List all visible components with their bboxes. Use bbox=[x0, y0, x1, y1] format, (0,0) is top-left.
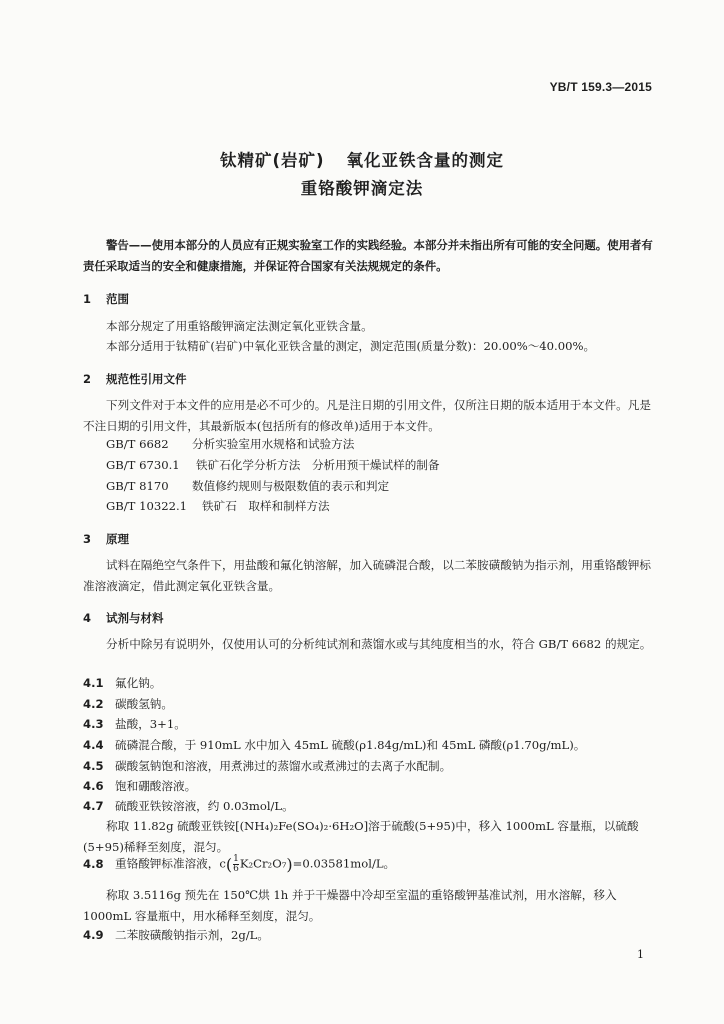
item-number: 4.4 bbox=[83, 738, 104, 752]
item-4-7-detail: 称取 11.82g 硫酸亚铁铵[(NH₄)₂Fe(SO₄)₂·6H₂O]溶于硫酸(5+95)中，移入 1000mL 容量瓶，以硫酸(5+95)稀释至刻度，混匀。 bbox=[83, 819, 639, 854]
reference-title: 数值修约规则与极限数值的表示和判定 bbox=[192, 479, 390, 493]
section-4-heading bbox=[83, 610, 164, 626]
reagent-item bbox=[83, 675, 161, 691]
reagent-item bbox=[83, 758, 451, 774]
fraction bbox=[233, 855, 239, 874]
reagent-item bbox=[83, 696, 173, 712]
section-1-heading bbox=[83, 291, 129, 307]
title-part-a: 钛精矿(岩矿) bbox=[219, 151, 325, 170]
item-text: 硫磷混合酸，于 910mL 水中加入 45mL 硫酸(ρ1.84g/mL)和 45mL 磷酸(ρ1.70g/mL)。 bbox=[115, 738, 586, 752]
reference-item bbox=[106, 498, 330, 514]
section-title: 规范性引用文件 bbox=[106, 372, 187, 386]
close-paren: ) bbox=[286, 855, 293, 874]
section-1-paragraph-1: 本部分规定了用重铬酸钾滴定法测定氧化亚铁含量。 bbox=[106, 319, 373, 333]
item-number: 4.8 bbox=[83, 856, 104, 871]
item-number: 4.5 bbox=[83, 759, 104, 773]
reference-code: GB/T 6730.1 bbox=[106, 458, 180, 472]
reagent-item bbox=[83, 716, 186, 732]
reagent-item-4-8 bbox=[83, 855, 395, 874]
item-number: 4.2 bbox=[83, 697, 104, 711]
section-number: 3 bbox=[83, 532, 92, 546]
section-3-paragraph-1: 试料在隔绝空气条件下，用盐酸和氟化钠溶解，加入硫磷混合酸，以二苯胺磺酸钠为指示剂，用重铬酸钾标准溶液滴定，借此测定氧化亚铁含量。 bbox=[83, 558, 651, 593]
section-2-paragraph-1: 下列文件对于本文件的应用是必不可少的。凡是注日期的引用文件，仅所注日期的版本适用于本文件。凡是不注日期的引用文件，其最新版本(包括所有的修改单)适用于本文件。 bbox=[83, 398, 651, 433]
item-number: 4.9 bbox=[83, 928, 104, 942]
item-number: 4.3 bbox=[83, 717, 104, 731]
document-title-line1 bbox=[0, 147, 724, 171]
reference-title: 铁矿石 取样和制样方法 bbox=[202, 499, 330, 513]
item-text-prefix: 重铬酸钾标准溶液，c bbox=[115, 856, 226, 871]
section-2-heading bbox=[83, 371, 187, 387]
item-text: 碳酸氢钠。 bbox=[115, 697, 173, 711]
reference-title: 铁矿石化学分析方法 分析用预干燥试样的制备 bbox=[196, 458, 440, 472]
reference-code: GB/T 6682 bbox=[106, 437, 169, 451]
section-title: 原理 bbox=[106, 532, 129, 546]
section-number: 4 bbox=[83, 611, 92, 625]
section-number: 1 bbox=[83, 292, 92, 306]
reagent-item bbox=[83, 778, 196, 794]
title-part-b: 氧化亚铁含量的测定 bbox=[346, 151, 505, 170]
section-title: 范围 bbox=[106, 292, 129, 306]
section-number: 2 bbox=[83, 372, 92, 386]
reference-code: GB/T 10322.1 bbox=[106, 499, 188, 513]
item-4-8-detail: 称取 3.5116g 预先在 150℃烘 1h 并于干燥器中冷却至室温的重铬酸钾基准试剂，用水溶解，移入 1000mL 容量瓶中，用水稀释至刻度，混匀。 bbox=[83, 888, 617, 923]
reagent-item bbox=[83, 927, 269, 943]
item-text: 二苯胺磺酸钠指示剂，2g/L。 bbox=[115, 928, 269, 942]
item-text: 硫酸亚铁铵溶液，约 0.03mol/L。 bbox=[115, 799, 294, 813]
page-number: 1 bbox=[637, 948, 644, 961]
chemical-formula: K₂Cr₂O₇ bbox=[239, 856, 287, 871]
item-text: 饱和硼酸溶液。 bbox=[115, 779, 197, 793]
section-4-paragraph-1: 分析中除另有说明外，仅使用认可的分析纯试剂和蒸馏水或与其纯度相当的水，符合 GB/T 6682 的规定。 bbox=[106, 637, 652, 651]
reagent-item bbox=[83, 737, 585, 753]
item-text: 碳酸氢钠饱和溶液，用煮沸过的蒸馏水或煮沸过的去离子水配制。 bbox=[115, 759, 452, 773]
section-3-heading bbox=[83, 531, 129, 547]
open-paren: ( bbox=[225, 855, 233, 874]
document-title-line2: 重铬酸钾滴定法 bbox=[300, 179, 424, 198]
section-1-paragraph-2: 本部分适用于钛精矿(岩矿)中氧化亚铁含量的测定，测定范围(质量分数)：20.00%～40.00%。 bbox=[106, 339, 596, 353]
reference-item bbox=[106, 478, 389, 494]
warning-paragraph: 警告——使用本部分的人员应有正规实验室工作的实践经验。本部分并未指出所有可能的安全问题。使用者有责任采取适当的安全和健康措施，并保证符合国家有关法规规定的条件。 bbox=[83, 238, 653, 273]
item-text: 氟化钠。 bbox=[115, 676, 162, 690]
reagent-item bbox=[83, 798, 294, 814]
item-text-suffix: =0.03581mol/L。 bbox=[292, 856, 396, 871]
item-text: 盐酸，3+1。 bbox=[115, 717, 186, 731]
reference-item bbox=[106, 436, 354, 452]
reference-code: GB/T 8170 bbox=[106, 479, 169, 493]
item-number: 4.6 bbox=[83, 779, 104, 793]
fraction-denominator: 6 bbox=[233, 864, 239, 874]
item-number: 4.1 bbox=[83, 676, 104, 690]
section-title: 试剂与材料 bbox=[106, 611, 164, 625]
standard-code: YB/T 159.3—2015 bbox=[549, 80, 652, 94]
reference-item bbox=[106, 457, 439, 473]
item-number: 4.7 bbox=[83, 799, 104, 813]
fraction-numerator: 1 bbox=[233, 854, 239, 864]
reference-title: 分析实验室用水规格和试验方法 bbox=[192, 437, 355, 451]
